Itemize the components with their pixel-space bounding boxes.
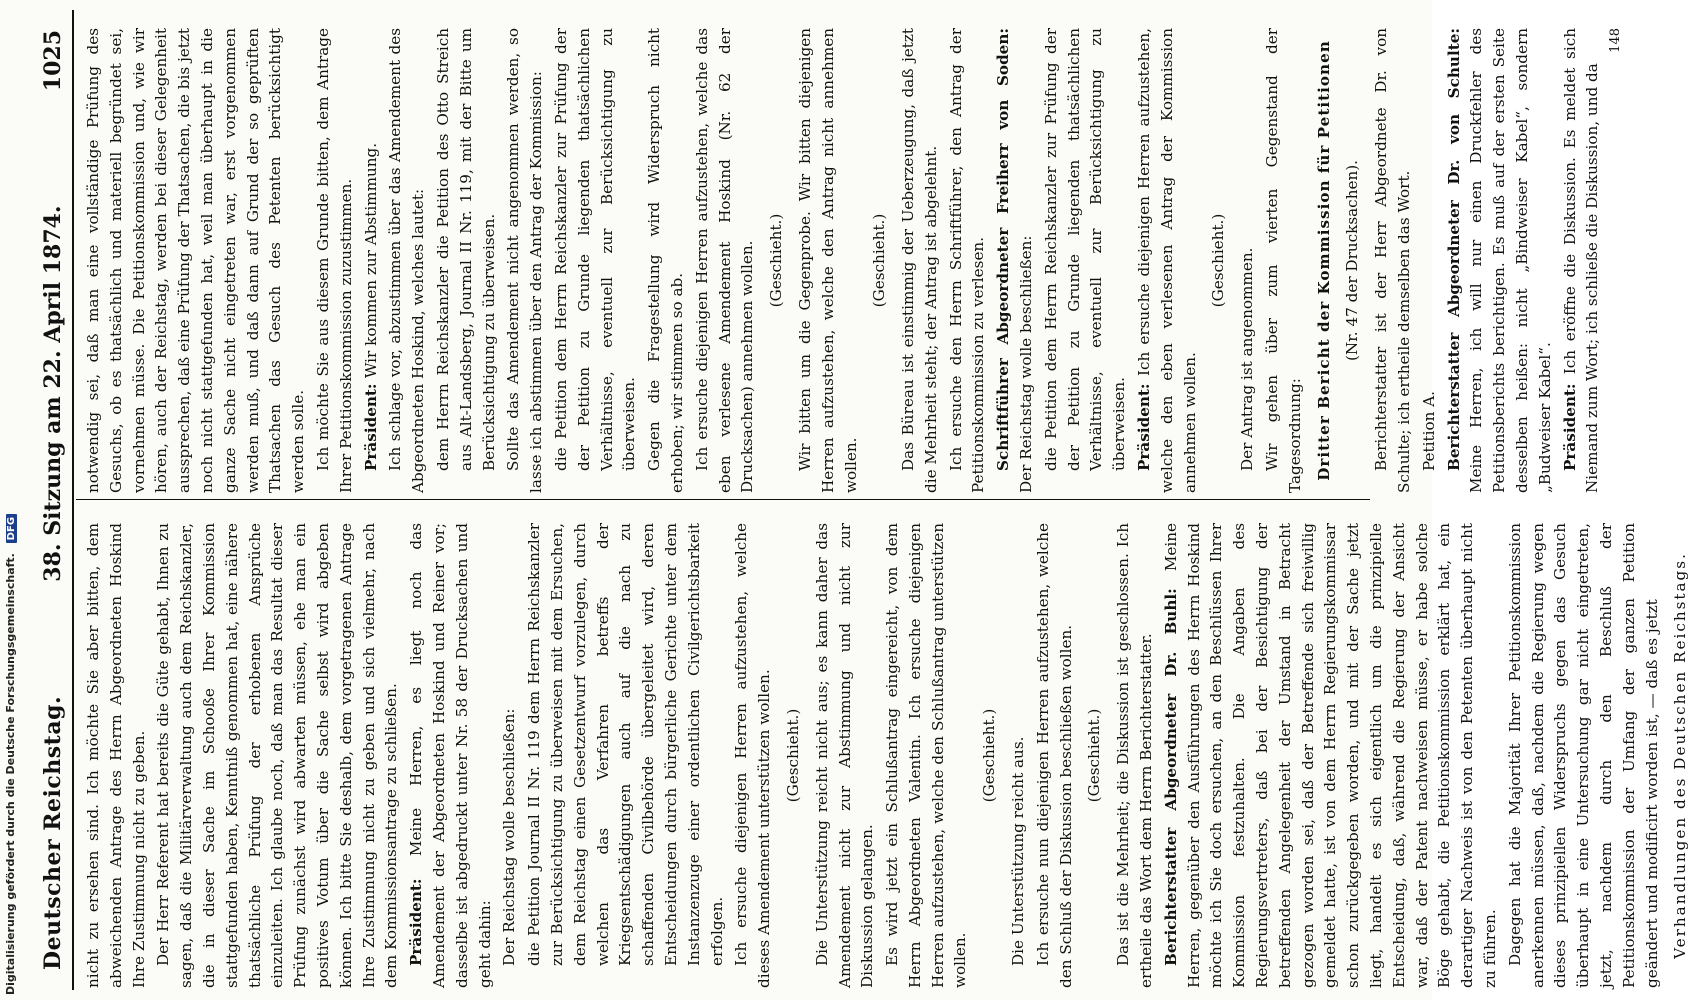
paragraph-text: Das Büreau ist einstimmig der Ueberzeugung, daß jetzt die Mehrheit steht; der Antrag ist abgelehnt. bbox=[899, 28, 940, 493]
paragraph-text: die Petition Journal II Nr. 119 dem Herrn Reichskanzler zur Berücksichtigung zu überweisen mit dem Ersuchen, dem Reichstag einen Gesetzentwurf vorzulegen, durch welchen das Verfahren betreffs der Kriegsentschädigungen auch auf die nach zu schaffenden Civilbehörde übergeleitet wird, deren Entscheidungen durch bürgerliche Gerichte unter dem Instanzenzuge einer ordentlichen Civilgerichtsbarkeit erfolgen. bbox=[525, 523, 726, 966]
right-column-paragraph bbox=[992, 28, 1038, 493]
right-column-paragraph bbox=[384, 28, 430, 493]
speaker-label: Präsident: bbox=[1135, 375, 1154, 471]
paragraph-text: Meine Herren, gegenüber den Ausführungen des Herrn Hoskind möchte ich Sie doch ersuchen, an den Beschlüssen Ihrer Kommission festzuhalten. Die Angaben des Regierungsvertreters, daß bei der Besichtigung der betreffenden Angelegenheit der Umstand in Betracht gezogen worden sei, daß der Betreffende sich freiwillig gemeldet hatte, ist von dem Herrn Regierungskommissar schon zurückgegeben worden, und mit der Sache jetzt liegt, handelt es sich eigentlich um die prinzipielle Entscheidung, daß, während die Regierung der Ansicht war, daß der Patent nachweisen müsse, er habe solche Böge gehabt, die Petitionskommission erklärt hat, ein derartiger Nachweis ist von den Petenten überhaupt nicht zu führen. bbox=[1161, 523, 1500, 988]
left-column-paragraph bbox=[881, 523, 972, 988]
paragraph-text: Ich eröffne die Diskussion. Es meldet sich Niemand zum Wort; ich schließe die Diskussion, und da bbox=[1560, 28, 1602, 493]
right-column-paragraph bbox=[432, 28, 500, 493]
paragraph-text: Das ist die Mehrheit; die Diskussion ist geschlossen. Ich ertheile das Wort dem Herrn Berichterstatter. bbox=[1114, 523, 1156, 988]
paragraph-text: Wir kommen zur Abstimmung. bbox=[361, 142, 380, 379]
paragraph-text: Der Antrag ist angenommen. bbox=[1238, 247, 1257, 471]
left-column-paragraph bbox=[82, 523, 150, 988]
paragraph-text: Wir gehen über zum vierten Gegenstand der Tagesordnung: bbox=[1263, 28, 1304, 493]
paragraph-text: Meine Herren, ich will nur einen Druckfehler des Petitionsberichts berichtigen. Es muß auf der ersten Seite desselben heißen: nicht „Bindweiser Kabel“, sondern „Budweiser Kabel“. bbox=[1467, 28, 1554, 493]
right-column-paragraph bbox=[1133, 28, 1201, 493]
left-column-paragraph bbox=[1112, 523, 1158, 988]
column-divider bbox=[76, 499, 1370, 500]
paragraph-text: dem Herrn Reichskanzler die Petition des Otto Streich aus Alt-Landsberg, Journal II Nr. 119, mit der Bitte um Berücksichtigung zu überweisen. bbox=[433, 28, 498, 471]
left-column bbox=[82, 523, 1694, 988]
paragraph-text: (Geschieht.) bbox=[980, 708, 999, 803]
paragraph-text: Meine Herren, es liegt noch das Amendement der Abgeordneten Hoskind und Reiner vor; dasselbe ist abgedruckt unter Nr. 58 der Drucksachen und geht dahin: bbox=[407, 523, 494, 988]
paragraph-text: Dritter Bericht der Kommission für Petitionen bbox=[1314, 40, 1333, 481]
right-column-paragraph bbox=[643, 28, 689, 493]
right-column-paragraph bbox=[1418, 28, 1441, 493]
right-column-paragraph bbox=[360, 28, 383, 493]
paragraph-text: (Geschieht.) bbox=[1085, 708, 1104, 803]
paragraph-text: (Nr. 47 der Drucksachen). bbox=[1343, 160, 1362, 361]
rotated-document-page bbox=[30, 0, 1690, 1000]
paragraph-text: notwendig sei, daß man eine vollständige Prüfung des Gesuchs, ob es thatsächlich und materiell begründet sei, vornehmen müsse. Die Petitionskommission und, wie wir hören, auch der Reichstag, werden bei dieser Gelegenheit aussprechen, daß eine Prüfung der Thatsachen, die bis jetzt noch nicht stattgefunden hat, weil man überhaupt in die ganze Sache nicht eingetreten war, erst vorgenommen werden muß, und daß dann auf Grund der so geprüften Thatsachen das Gesuch des Petenten berücksichtigt werden solle. bbox=[84, 28, 308, 493]
paragraph-text: (Geschieht.) bbox=[1209, 213, 1228, 308]
right-column-paragraph bbox=[794, 28, 862, 493]
paragraph-text: Ich ersuche diejenigen Herren aufzustehen, welche dieses Amendement unterstützen wollen. bbox=[732, 523, 774, 988]
paragraph-text: Verhandlungen des Deutschen Reichstags. bbox=[1671, 552, 1690, 959]
paragraph-text: Die Unterstützung reicht nicht aus; es kann daher das Amendement nicht zur Abstimmung und nicht zur Diskussion gelangen. bbox=[812, 523, 877, 988]
paragraph-text: Ich ersuche diejenigen Herren aufzustehen, welche den eben verlesenen Antrag der Kommission annehmen wollen. bbox=[1135, 28, 1199, 493]
right-column-paragraph bbox=[1606, 28, 1626, 493]
right-column bbox=[82, 28, 1628, 493]
speaker-label: Präsident: bbox=[1560, 374, 1579, 471]
right-column-paragraph bbox=[1261, 28, 1307, 493]
header-rule bbox=[72, 10, 74, 990]
paragraph-text: 148 bbox=[1608, 28, 1624, 53]
right-column-paragraph bbox=[1559, 28, 1605, 493]
left-column-paragraph bbox=[498, 523, 521, 988]
digitization-credit bbox=[0, 0, 22, 1000]
paragraph-text: die Petition dem Herrn Reichskanzler zur Prüfung der der Petition zu Grunde liegenden thatsächlichen Verhältnisse, eventuell zur Berücksichtigung zu überweisen. bbox=[1041, 28, 1129, 471]
right-column-paragraph bbox=[691, 28, 759, 493]
paragraph-text: Es wird jetzt ein Schlußantrag eingereicht, von dem Herrn Abgeordneten Valentin. Ich ersuche diejenigen Herren aufzustehen, welche den Schlußantrag unterstützen wollen. bbox=[883, 523, 970, 988]
paragraph-text: Gegen die Fragestellung wird Widerspruch nicht erhoben; wir stimmen so ab. bbox=[645, 28, 686, 493]
speaker-label: Berichterstatter Abgeordneter Dr. von Schulte: bbox=[1444, 28, 1463, 471]
right-column-paragraph bbox=[1313, 28, 1336, 493]
paragraph-text: Sollte das Amendement nicht angenommen werden, so lasse ich abstimmen über den Antrag der Kommission: bbox=[504, 28, 546, 493]
paragraph-text: (Geschieht.) bbox=[870, 213, 889, 308]
right-column-paragraph bbox=[897, 28, 943, 493]
paragraph-text: Ich ersuche diejenigen Herren aufzustehen, welche das eben verlesene Amendement Hoskind (Nr. 62 der Drucksachen) annehmen wollen. bbox=[692, 28, 757, 493]
left-column-paragraph bbox=[1669, 523, 1692, 988]
header-title: Deutscher Reichstag. bbox=[40, 695, 66, 970]
header-session: 38. Sitzung am 22. April 1874. bbox=[40, 205, 66, 582]
right-column-paragraph bbox=[945, 28, 991, 493]
right-column-paragraph bbox=[82, 28, 310, 493]
left-column-paragraph bbox=[1504, 523, 1664, 988]
right-column-paragraph bbox=[550, 28, 641, 493]
right-column-paragraph bbox=[1370, 28, 1416, 493]
paragraph-text: (Geschieht.) bbox=[783, 708, 802, 803]
speaker-label: Präsident: bbox=[407, 856, 426, 966]
paragraph-text: Petition A. bbox=[1419, 391, 1438, 471]
left-column-paragraph bbox=[523, 523, 728, 988]
left-column-paragraph bbox=[405, 523, 496, 988]
right-column-paragraph bbox=[312, 28, 358, 493]
speaker-label: Präsident: bbox=[361, 378, 380, 471]
paragraph-text: Ich schlage vor, abzustimmen über das Amendement des Abgeordneten Hoskind, welches lautet: bbox=[386, 28, 428, 493]
left-column-paragraph bbox=[1007, 523, 1030, 988]
speaker-label: Berichterstatter Abgeordneter Dr. Buhl: bbox=[1161, 571, 1180, 966]
paragraph-text: die Petition dem Herrn Reichskanzler zur Prüfung der der Petition zu Grunde liegenden thatsächlichen Verhältnisse, eventuell zur Berücksichtigung zu überweisen. bbox=[551, 28, 639, 471]
paragraph-text: nicht zu ersehen sind. Ich möchte Sie aber bitten, dem abweichenden Antrage des Herrn Abgeordneten Hoskind Ihre Zustimmung nicht zu geben. bbox=[84, 523, 148, 988]
page-header bbox=[38, 0, 68, 1000]
paragraph-text: Der Reichstag wolle beschließen: bbox=[1017, 235, 1036, 493]
left-column-paragraph bbox=[1083, 523, 1106, 988]
right-column-paragraph bbox=[1236, 28, 1259, 493]
credit-text: Digitalisierung gefördert durch die Deutsche Forschungsgemeinschaft. bbox=[4, 553, 17, 995]
paragraph-text: Der Herr Referent hat bereits die Güte gehabt, Ihnen zu sagen, daß die Militärverwaltung auch dem Reichskanzler, die in dieser Sache im Schooße Ihrer Kommission stattgefunden haben, Kenntniß genommen hat, eine nähere thatsächliche Prüfung der erhobenen Ansprüche einzuleiten. Ich glaube noch, daß man das Resultat dieser Prüfung zunächst wird abwarten müssen, ehe man ein positives Votum über die Sache selbst wird abgeben können. Ich bitte Sie deshalb, dem vorgetragenen Antrage Ihre Zustimmung nicht zu geben und sich vielmehr, nach dem Kommissionsantrage zu schließen. bbox=[154, 523, 401, 988]
left-column-paragraph bbox=[978, 523, 1001, 988]
paragraph-text: Ich ersuche nun diejenigen Herren aufzustehen, welche den Schluß der Diskussion beschließen wollen. bbox=[1033, 523, 1075, 988]
right-column-paragraph bbox=[765, 28, 788, 493]
left-column-paragraph bbox=[811, 523, 879, 988]
left-column-paragraph bbox=[730, 523, 776, 988]
right-column-paragraph bbox=[1040, 28, 1131, 493]
paragraph-text: Der Reichstag wolle beschließen: bbox=[500, 708, 519, 966]
left-column-paragraph bbox=[782, 523, 805, 988]
paragraph-text: Ich möchte Sie aus diesem Grunde bitten, dem Antrage Ihrer Petitionskommission zuzustimmen. bbox=[313, 28, 355, 493]
right-column-paragraph bbox=[868, 28, 891, 493]
dfg-logo: DFG bbox=[6, 514, 17, 543]
paragraph-text: Ich ersuche den Herrn Schriftführer, den Antrag der Petitionskommission zu verlesen. bbox=[946, 28, 988, 493]
right-column-paragraph bbox=[502, 28, 548, 493]
left-column-paragraph bbox=[1032, 523, 1078, 988]
right-column-paragraph bbox=[1207, 28, 1230, 493]
speaker-label: Schriftführer Abgeordneter Freiherr von Soden: bbox=[994, 28, 1013, 471]
header-page-number: 1025 bbox=[40, 30, 66, 92]
paragraph-text: (Geschieht.) bbox=[767, 213, 786, 308]
paragraph-text: Berichterstatter ist der Herr Abgeordnete Dr. von Schulte; ich ertheile demselben das Wort. bbox=[1372, 28, 1414, 493]
paragraph-text: Die Unterstützung reicht aus. bbox=[1009, 736, 1028, 966]
left-column-paragraph bbox=[152, 523, 403, 988]
left-column-paragraph bbox=[1160, 523, 1502, 988]
right-column-paragraph bbox=[1443, 28, 1557, 493]
paragraph-text: Dagegen hat die Majorität Ihrer Petitionskommission anerkennen müssen, daß, nachdem die Regierung wegen dieses prinzipiellen Widerspruchs gegen das Gesuch überhaupt in eine Untersuchung gar nicht eingetreten, jetzt, nachdem durch den Beschluß der Petitionskommission der Umfang der ganzen Petition geändert und modificirt worden ist, — daß es jetzt bbox=[1505, 523, 1661, 988]
right-column-paragraph bbox=[1341, 28, 1364, 493]
paragraph-text: Wir bitten um die Gegenprobe. Wir bitten diejenigen Herren aufzustehen, welche den Antrag nicht annehmen wollen. bbox=[795, 28, 860, 493]
